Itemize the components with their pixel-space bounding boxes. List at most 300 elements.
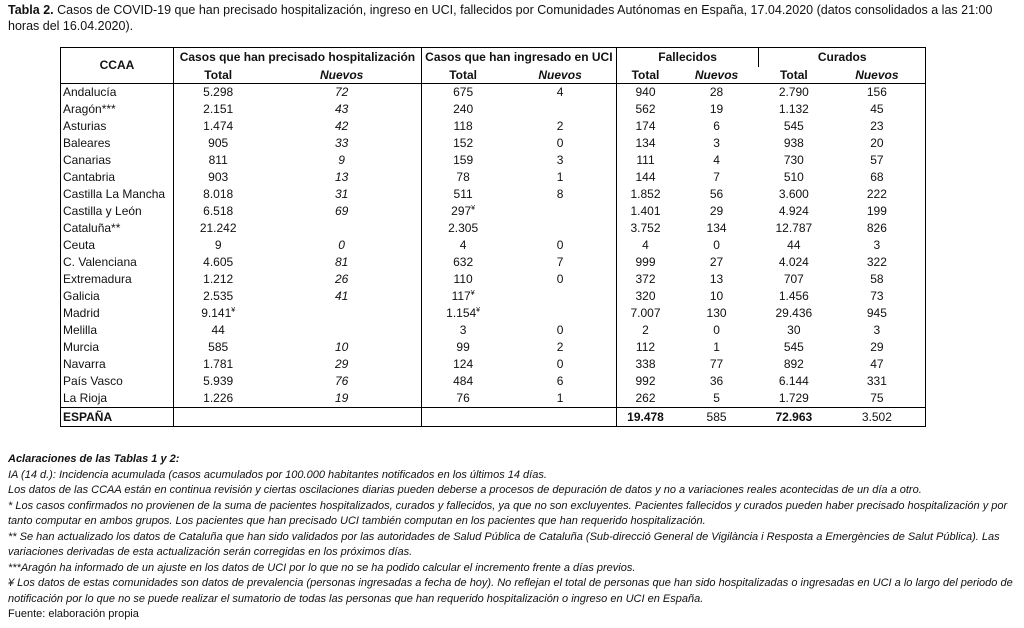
- note-ia: IA (14 d.): Incidencia acumulada (casos acumulados por 100.000 habitantes notificados en los últimos 14 días.: [8, 468, 547, 481]
- hospital-total-value: 811: [208, 153, 228, 167]
- uci-total-value: 152: [453, 136, 474, 150]
- ccaa-name: C. Valenciana: [61, 254, 174, 271]
- curados-total-cell: [759, 254, 829, 271]
- uci-new-value: 4: [556, 85, 564, 99]
- curados-total-value: 2.790: [778, 85, 809, 99]
- ccaa-name: Navarra: [61, 356, 174, 373]
- fallecidos-new-value: 6: [713, 119, 720, 133]
- fallecidos-total-value: 262: [635, 391, 656, 405]
- ccaa-name: Aragón***: [61, 101, 174, 118]
- uci-new-cell: [504, 203, 616, 220]
- note-one-star: * Los casos confirmados no provienen de la suma de pacientes hospitalizados, curados y fallecidos, ya que no son excluyentes. Pacientes fallecidos y curados pueden haber precisado hospitalización y por tanto computar en ambos grupos. Los pacientes que han precisado UCI también computan en los pacientes que han requerido hospitalización.: [8, 499, 1008, 527]
- hospital-total-value: 9.141: [201, 306, 232, 320]
- hospital-total-value: 21.242: [199, 221, 237, 235]
- uci-total-cell: [421, 305, 504, 322]
- hospital-total-cell: [173, 373, 262, 390]
- uci-total-cell: [421, 186, 504, 203]
- fallecidos-total-value: 144: [635, 170, 656, 184]
- uci-new-value: 7: [556, 255, 564, 269]
- hospital-new-value: 26: [334, 272, 349, 286]
- ccaa-name: Extremadura: [61, 271, 174, 288]
- curados-total-value: 730: [783, 153, 804, 167]
- uci-total-cell: [421, 118, 504, 135]
- hospital-new-cell: [262, 186, 421, 203]
- curados-total-cell: [759, 84, 829, 102]
- uci-new-cell: [504, 271, 616, 288]
- fallecidos-new-cell: [674, 390, 759, 408]
- ccaa-name: Ceuta: [61, 237, 174, 254]
- fallecidos-total-value: 134: [635, 136, 656, 150]
- fallecidos-new-value: 19: [709, 102, 724, 116]
- curados-total-cell: [759, 237, 829, 254]
- fallecidos-total-cell: [616, 322, 674, 339]
- yen-footnote-mark: ¥: [231, 307, 236, 314]
- curados-total-value: 29.436: [775, 306, 813, 320]
- curados-total-cell: [759, 135, 829, 152]
- group-uci-header: Casos que han ingresado en UCI: [421, 48, 616, 68]
- fallecidos-total-cell: [616, 101, 674, 118]
- curados-new-cell: [829, 271, 926, 288]
- fallecidos-total-cell: [616, 186, 674, 203]
- fallecidos-total-value: 3.752: [630, 221, 661, 235]
- ccaa-name: Castilla La Mancha: [61, 186, 174, 203]
- hospital-new-cell: [262, 288, 421, 305]
- fallecidos-new-value: 130: [706, 306, 727, 320]
- fallecidos-new-value: 10: [709, 289, 724, 303]
- uci-total-cell: [421, 135, 504, 152]
- hospital-total-cell: [173, 135, 262, 152]
- uci-total-value: 99: [456, 340, 470, 354]
- curados-total-value: 545: [783, 340, 804, 354]
- curados-total-cell: [759, 305, 829, 322]
- curados-total-cell: [759, 271, 829, 288]
- table-row: [61, 186, 926, 203]
- hospital-new-cell: [262, 271, 421, 288]
- hospital-new-value: 76: [334, 374, 349, 388]
- fallecidos-new-value: 7: [713, 170, 720, 184]
- curados-total-cell: [759, 101, 829, 118]
- fallecidos-new-cell: [674, 305, 759, 322]
- fallecidos-new-cell: [674, 322, 759, 339]
- subheader-nuevos: Nuevos: [262, 67, 421, 84]
- curados-new-cell: [829, 101, 926, 118]
- hospital-total-cell: [173, 101, 262, 118]
- curados-new-value: 222: [866, 187, 887, 201]
- curados-new-value: 57: [870, 153, 884, 167]
- ccaa-name: Madrid: [61, 305, 174, 322]
- empty-cell: [504, 408, 616, 427]
- covid-ccaa-table: [60, 47, 926, 427]
- curados-new-cell: [829, 186, 926, 203]
- empty-cell: [421, 408, 504, 427]
- curados-total-cell: [759, 220, 829, 237]
- uci-total-cell: [421, 237, 504, 254]
- fallecidos-total-cell: [616, 237, 674, 254]
- hospital-total-cell: [173, 152, 262, 169]
- fallecidos-new-cell: [674, 135, 759, 152]
- ccaa-name: Murcia: [61, 339, 174, 356]
- uci-total-cell: [421, 373, 504, 390]
- uci-new-cell: [504, 186, 616, 203]
- note-two-star: ** Se han actualizado los datos de Cataluña que han sido validados por las autoridades de Salud Pública de Cataluña (Sub-direcció General de Vigilància i Resposta a Emergències de Salut Pública). Las variaciones derivadas de esta actualización serán corregidas en los próximos días.: [8, 530, 1000, 558]
- uci-new-cell: [504, 118, 616, 135]
- curados-new-cell: [829, 254, 926, 271]
- curados-total-value: 1.456: [778, 289, 809, 303]
- hospital-total-value: 9: [214, 238, 222, 252]
- fallecidos-new-cell: [674, 169, 759, 186]
- curados-new-cell: [829, 152, 926, 169]
- hospital-total-value: 44: [211, 323, 225, 337]
- ccaa-name: La Rioja: [61, 390, 174, 408]
- uci-total-value: 675: [453, 85, 474, 99]
- uci-total-value: 110: [453, 272, 473, 286]
- fallecidos-new-cell: [674, 288, 759, 305]
- uci-total-cell: [421, 271, 504, 288]
- fallecidos-total-cell: [616, 169, 674, 186]
- hospital-total-cell: [173, 203, 262, 220]
- fallecidos-total-value: 2: [642, 323, 649, 337]
- curados-new-cell: [829, 322, 926, 339]
- subheader-nuevos: Nuevos: [504, 67, 616, 84]
- curados-total-cell: [759, 373, 829, 390]
- hospital-new-cell: [262, 322, 421, 339]
- fallecidos-total-value: 174: [635, 119, 656, 133]
- curados-new-value: 45: [870, 102, 884, 116]
- hospital-new-cell: [262, 220, 421, 237]
- curados-new-cell: [829, 169, 926, 186]
- fallecidos-total-value: 1.401: [630, 204, 661, 218]
- uci-total-cell: [421, 339, 504, 356]
- yen-footnote-mark: ¥: [471, 205, 476, 212]
- total-fallecidos-nuevos: 585: [674, 408, 759, 427]
- empty-cell: [173, 408, 262, 427]
- hospital-total-value: 2.535: [203, 289, 234, 303]
- curados-new-value: 3: [873, 323, 881, 337]
- uci-new-value: 6: [556, 374, 564, 388]
- fallecidos-total-cell: [616, 220, 674, 237]
- table-row: [61, 254, 926, 271]
- ccaa-header: CCAA: [61, 48, 174, 84]
- uci-new-cell: [504, 356, 616, 373]
- curados-new-value: 75: [870, 391, 884, 405]
- ccaa-name: Melilla: [61, 322, 174, 339]
- hospital-new-value: 31: [334, 187, 349, 201]
- uci-total-value: 240: [453, 102, 474, 116]
- total-name: ESPAÑA: [61, 408, 174, 427]
- fallecidos-total-value: 992: [635, 374, 656, 388]
- uci-new-value: 1: [556, 170, 564, 184]
- fallecidos-total-value: 372: [635, 272, 656, 286]
- fallecidos-total-cell: [616, 203, 674, 220]
- hospital-total-value: 5.298: [203, 85, 234, 99]
- uci-new-value: 0: [556, 238, 564, 252]
- group-curados-header: Curados: [759, 48, 926, 68]
- curados-total-value: 4.024: [778, 255, 809, 269]
- table-caption: [8, 2, 1018, 34]
- hospital-new-value: 81: [334, 255, 349, 269]
- curados-new-cell: [829, 339, 926, 356]
- hospital-total-value: 1.474: [203, 119, 234, 133]
- fallecidos-new-value: 0: [713, 323, 720, 337]
- curados-total-cell: [759, 203, 829, 220]
- uci-new-value: 8: [556, 187, 564, 201]
- curados-total-cell: [759, 288, 829, 305]
- hospital-new-cell: [262, 101, 421, 118]
- curados-total-value: 6.144: [778, 374, 809, 388]
- fallecidos-total-cell: [616, 118, 674, 135]
- uci-total-value: 632: [453, 255, 474, 269]
- uci-total-cell: [421, 220, 504, 237]
- curados-new-cell: [829, 237, 926, 254]
- table-row: [61, 322, 926, 339]
- fallecidos-total-value: 940: [635, 85, 656, 99]
- curados-total-cell: [759, 118, 829, 135]
- hospital-total-value: 2.151: [203, 102, 234, 116]
- curados-total-value: 510: [783, 170, 804, 184]
- hospital-total-cell: [173, 254, 262, 271]
- curados-new-value: 29: [870, 340, 884, 354]
- uci-new-cell: [504, 84, 616, 102]
- table-row: [61, 152, 926, 169]
- table-row: [61, 169, 926, 186]
- curados-new-cell: [829, 305, 926, 322]
- hospital-total-value: 903: [208, 170, 229, 184]
- fallecidos-new-cell: [674, 101, 759, 118]
- curados-total-value: 3.600: [778, 187, 809, 201]
- ccaa-name: Baleares: [61, 135, 174, 152]
- uci-new-value: 2: [556, 340, 564, 354]
- fallecidos-new-cell: [674, 339, 759, 356]
- hospital-total-cell: [173, 237, 262, 254]
- fallecidos-new-cell: [674, 203, 759, 220]
- fallecidos-total-cell: [616, 390, 674, 408]
- curados-new-value: 23: [870, 119, 884, 133]
- source-note: Fuente: elaboración propia: [8, 608, 139, 620]
- uci-total-cell: [421, 288, 504, 305]
- hospital-total-cell: [173, 390, 262, 408]
- uci-total-value: 118: [453, 119, 473, 133]
- curados-new-value: 945: [866, 306, 887, 320]
- hospital-new-value: 33: [334, 136, 349, 150]
- hospital-new-cell: [262, 152, 421, 169]
- fallecidos-total-value: 7.007: [630, 306, 661, 320]
- fallecidos-new-cell: [674, 152, 759, 169]
- uci-new-value: 2: [556, 119, 564, 133]
- fallecidos-total-cell: [616, 288, 674, 305]
- total-fallecidos: 19.478: [616, 408, 674, 427]
- table-body: [61, 84, 926, 408]
- table-row: [61, 288, 926, 305]
- uci-new-value: 0: [556, 136, 564, 150]
- hospital-total-value: 4.605: [203, 255, 234, 269]
- fallecidos-total-cell: [616, 373, 674, 390]
- hospital-new-value: 0: [338, 238, 345, 252]
- fallecidos-new-value: 0: [713, 238, 720, 252]
- uci-total-value: 484: [453, 374, 474, 388]
- hospital-new-value: 9: [338, 153, 345, 167]
- uci-total-value: 117: [451, 289, 471, 303]
- hospital-new-value: 13: [334, 170, 349, 184]
- curados-new-value: 826: [866, 221, 887, 235]
- fallecidos-new-value: 13: [709, 272, 724, 286]
- hospital-total-cell: [173, 356, 262, 373]
- fallecidos-total-cell: [616, 305, 674, 322]
- total-row: [61, 408, 926, 427]
- curados-new-value: 47: [870, 357, 884, 371]
- notes-section: [8, 452, 1018, 623]
- uci-new-value: 1: [556, 391, 564, 405]
- fallecidos-total-cell: [616, 152, 674, 169]
- hospital-new-cell: [262, 169, 421, 186]
- hospital-new-value: 43: [334, 102, 349, 116]
- hospital-new-value: 42: [334, 119, 349, 133]
- uci-total-value: 297: [451, 204, 472, 218]
- hospital-total-value: 1.212: [203, 272, 234, 286]
- curados-new-value: 73: [870, 289, 884, 303]
- hospital-total-cell: [173, 84, 262, 102]
- uci-total-cell: [421, 390, 504, 408]
- yen-footnote-mark: ¥: [470, 290, 475, 297]
- subheader-total: Total: [173, 67, 262, 84]
- ccaa-name: País Vasco: [61, 373, 174, 390]
- fallecidos-new-value: 29: [709, 204, 724, 218]
- curados-new-value: 331: [866, 374, 887, 388]
- hospital-new-cell: [262, 84, 421, 102]
- fallecidos-new-value: 1: [713, 340, 720, 354]
- curados-new-cell: [829, 118, 926, 135]
- hospital-new-value: 72: [334, 85, 349, 99]
- hospital-total-value: 5.939: [203, 374, 234, 388]
- uci-total-value: 78: [456, 170, 470, 184]
- curados-new-value: 58: [870, 272, 884, 286]
- curados-new-cell: [829, 288, 926, 305]
- hospital-total-cell: [173, 271, 262, 288]
- hospital-total-value: 905: [208, 136, 229, 150]
- hospital-new-cell: [262, 203, 421, 220]
- hospital-new-cell: [262, 356, 421, 373]
- hospital-total-value: 1.226: [203, 391, 234, 405]
- curados-total-cell: [759, 339, 829, 356]
- total-curados: 72.963: [759, 408, 829, 427]
- fallecidos-new-cell: [674, 237, 759, 254]
- hospital-new-cell: [262, 237, 421, 254]
- ccaa-name: Galicia: [61, 288, 174, 305]
- ccaa-name: Andalucía: [61, 84, 174, 102]
- hospital-new-cell: [262, 118, 421, 135]
- hospital-new-value: 69: [334, 204, 349, 218]
- fallecidos-new-value: 28: [709, 85, 724, 99]
- fallecidos-new-value: 27: [709, 255, 724, 269]
- subheader-total: Total: [616, 67, 674, 84]
- table-row: [61, 135, 926, 152]
- uci-new-cell: [504, 373, 616, 390]
- hospital-new-value: 29: [334, 357, 349, 371]
- hospital-new-value: 41: [334, 289, 349, 303]
- fallecidos-total-cell: [616, 135, 674, 152]
- curados-total-value: 1.132: [778, 102, 809, 116]
- caption-label: Tabla 2.: [8, 3, 54, 17]
- hospital-total-cell: [173, 220, 262, 237]
- table-row: [61, 390, 926, 408]
- uci-new-cell: [504, 339, 616, 356]
- curados-total-cell: [759, 356, 829, 373]
- curados-total-value: 12.787: [775, 221, 813, 235]
- curados-total-cell: [759, 152, 829, 169]
- fallecidos-total-value: 111: [636, 153, 655, 167]
- uci-total-cell: [421, 322, 504, 339]
- uci-new-cell: [504, 322, 616, 339]
- table-footer: [61, 408, 926, 427]
- table-row: [61, 305, 926, 322]
- hospital-total-cell: [173, 118, 262, 135]
- curados-new-cell: [829, 84, 926, 102]
- uci-total-value: 1.154: [446, 306, 477, 320]
- fallecidos-total-value: 320: [635, 289, 656, 303]
- uci-total-value: 76: [456, 391, 470, 405]
- subheader-total: Total: [759, 67, 829, 84]
- uci-total-value: 4: [459, 238, 467, 252]
- fallecidos-total-value: 338: [635, 357, 656, 371]
- empty-cell: [262, 408, 421, 427]
- curados-new-cell: [829, 220, 926, 237]
- table-row: [61, 118, 926, 135]
- fallecidos-total-cell: [616, 84, 674, 102]
- hospital-total-value: 8.018: [203, 187, 234, 201]
- uci-total-value: 159: [453, 153, 474, 167]
- uci-new-cell: [504, 152, 616, 169]
- fallecidos-new-value: 3: [713, 136, 720, 150]
- hospital-total-cell: [173, 169, 262, 186]
- uci-total-cell: [421, 169, 504, 186]
- total-curados-nuevos: 3.502: [829, 408, 926, 427]
- uci-new-value: 0: [556, 323, 564, 337]
- hospital-total-cell: [173, 339, 262, 356]
- hospital-new-cell: [262, 254, 421, 271]
- table-row: [61, 220, 926, 237]
- hospital-new-cell: [262, 339, 421, 356]
- ccaa-name: Asturias: [61, 118, 174, 135]
- uci-new-cell: [504, 288, 616, 305]
- note-three-star: ***Aragón ha informado de un ajuste en los datos de UCI por lo que no se ha podido calcular el incremento frente a días previos.: [8, 561, 636, 574]
- curados-new-value: 68: [870, 170, 884, 184]
- fallecidos-total-value: 562: [635, 102, 656, 116]
- note-yen: ¥ Los datos de estas comunidades son datos de prevalencia (personas ingresadas a fecha de hoy). No reflejan el total de personas que han sido hospitalizadas o ingresadas en UCI a lo largo del periodo de notificación por lo que no se puede realizar el sumatorio de todas las personas que han requerido hospitalización o ingreso en UCI en España.: [8, 577, 1013, 605]
- uci-total-cell: [421, 254, 504, 271]
- fallecidos-new-value: 36: [709, 374, 724, 388]
- uci-total-cell: [421, 101, 504, 118]
- ccaa-name: Cataluña**: [61, 220, 174, 237]
- curados-total-cell: [759, 169, 829, 186]
- hospital-total-cell: [173, 305, 262, 322]
- fallecidos-total-cell: [616, 271, 674, 288]
- fallecidos-new-value: 5: [713, 391, 720, 405]
- curados-new-cell: [829, 356, 926, 373]
- table-header: [61, 48, 926, 84]
- note-revision: Los datos de las CCAA están en continua revisión y ciertas oscilaciones diarias pueden deberse a procesos de depuración de datos y no a variaciones reales acontecidas de un día a otro.: [8, 484, 922, 496]
- fallecidos-new-cell: [674, 356, 759, 373]
- hospital-total-cell: [173, 186, 262, 203]
- hospital-new-cell: [262, 305, 421, 322]
- fallecidos-new-value: 56: [709, 187, 724, 201]
- yen-footnote-mark: ¥: [476, 307, 481, 314]
- curados-total-cell: [759, 322, 829, 339]
- hospital-total-cell: [173, 322, 262, 339]
- fallecidos-total-cell: [616, 339, 674, 356]
- group-fallecidos-header: Fallecidos: [616, 48, 759, 68]
- fallecidos-new-cell: [674, 254, 759, 271]
- curados-total-value: 545: [783, 119, 804, 133]
- uci-new-cell: [504, 220, 616, 237]
